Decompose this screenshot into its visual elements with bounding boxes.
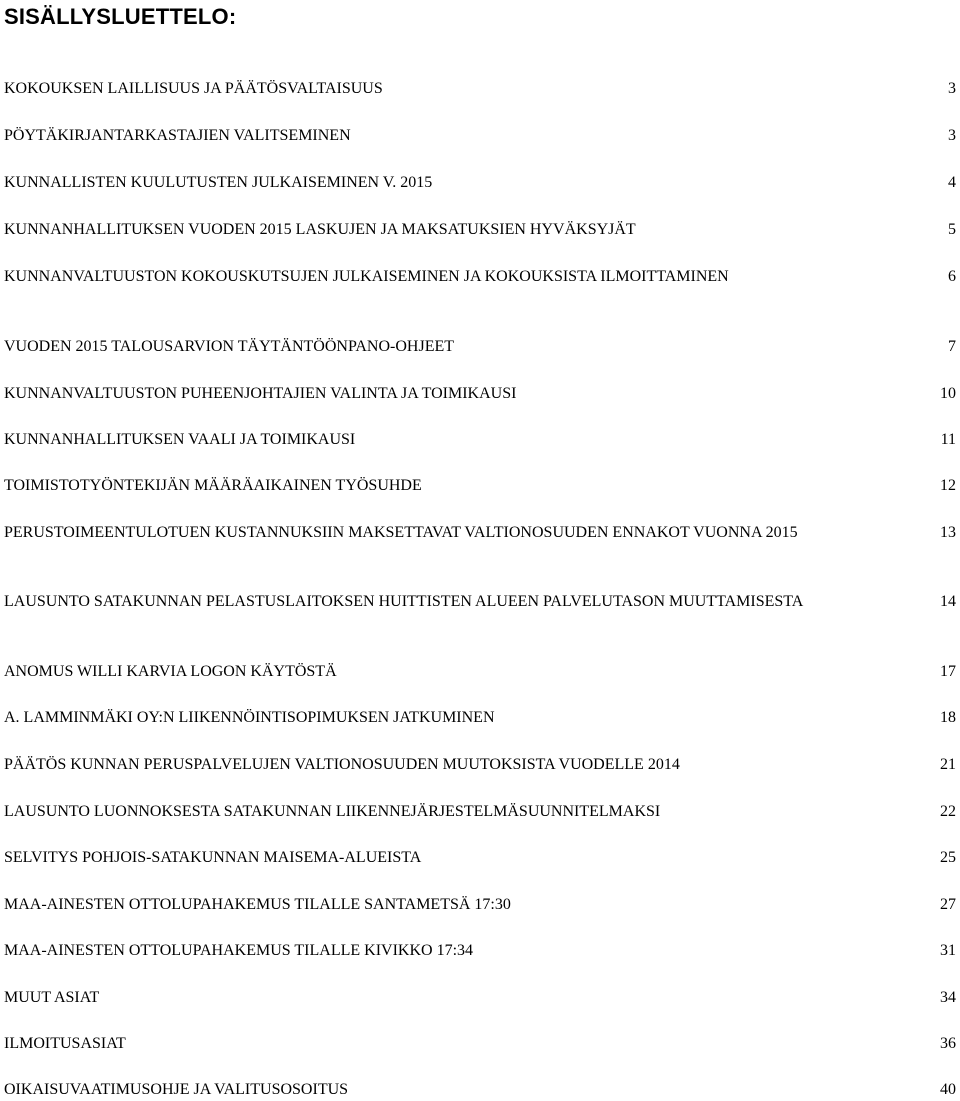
- toc-entry-title: ANOMUS WILLI KARVIA LOGON KÄYTÖSTÄ: [4, 663, 337, 680]
- toc-entry-title: MAA-AINESTEN OTTOLUPAHAKEMUS TILALLE KIVIKKO 17:34: [4, 942, 474, 959]
- toc-entry[interactable]: [4, 475, 956, 497]
- toc-entry-title: KUNNALLISTEN KUULUTUSTEN JULKAISEMINEN V. 2015: [4, 174, 433, 191]
- toc-entry-page: 22: [940, 803, 956, 820]
- toc-entry[interactable]: [4, 172, 956, 194]
- toc-entry[interactable]: [4, 78, 956, 100]
- toc-entry[interactable]: [4, 661, 956, 683]
- toc-entry-title: LAUSUNTO SATAKUNNAN PELASTUSLAITOKSEN HUITTISTEN ALUEEN PALVELUTASON MUUTTAMISESTA: [4, 593, 804, 610]
- toc-entry-title: VUODEN 2015 TALOUSARVION TÄYTÄNTÖÖNPANO-OHJEET: [4, 338, 455, 355]
- toc-entry[interactable]: [4, 1079, 956, 1101]
- toc-entry[interactable]: [4, 847, 956, 869]
- toc-entry-page: 3: [948, 80, 956, 97]
- toc-entry-title: LAUSUNTO LUONNOKSESTA SATAKUNNAN LIIKENNEJÄRJESTELMÄSUUNNITELMAKSI: [4, 803, 661, 820]
- toc-entry-title: KUNNANHALLITUKSEN VUODEN 2015 LASKUJEN JA MAKSATUKSIEN HYVÄKSYJÄT: [4, 221, 636, 238]
- toc-entry-page: 18: [940, 709, 956, 726]
- toc-entry-title: PÖYTÄKIRJANTARKASTAJIEN VALITSEMINEN: [4, 127, 351, 144]
- toc-entry-page: 6: [948, 268, 956, 285]
- toc-entry-page: 11: [940, 431, 956, 448]
- toc-entry-page: 17: [940, 663, 956, 680]
- toc-entry-page: 4: [948, 174, 956, 191]
- toc-entry[interactable]: [4, 591, 956, 613]
- toc-entry[interactable]: [4, 801, 956, 823]
- toc-entry-page: 27: [940, 896, 956, 913]
- toc-entry-page: 3: [948, 127, 956, 144]
- toc-entry-page: 10: [940, 385, 956, 402]
- toc-entry-title: TOIMISTOTYÖNTEKIJÄN MÄÄRÄAIKAINEN TYÖSUHDE: [4, 477, 422, 494]
- toc-entry[interactable]: [4, 754, 956, 776]
- toc-entry[interactable]: [4, 987, 956, 1009]
- toc-entry-page: 14: [940, 593, 956, 610]
- toc-entry-title: KUNNANVALTUUSTON PUHEENJOHTAJIEN VALINTA JA TOIMIKAUSI: [4, 385, 517, 402]
- toc-entry-title: MAA-AINESTEN OTTOLUPAHAKEMUS TILALLE SANTAMETSÄ 17:30: [4, 896, 511, 913]
- toc-entry-title: ILMOITUSASIAT: [4, 1035, 126, 1052]
- toc-entry-page: 21: [940, 756, 956, 773]
- toc-entry-title: KUNNANHALLITUKSEN VAALI JA TOIMIKAUSI: [4, 431, 356, 448]
- toc-entry-page: 36: [940, 1035, 956, 1052]
- toc-entry-page: 25: [940, 849, 956, 866]
- toc-entry[interactable]: [4, 266, 956, 288]
- toc-entry-title: PERUSTOIMEENTULOTUEN KUSTANNUKSIIN MAKSETTAVAT VALTIONOSUUDEN ENNAKOT VUONNA 2015: [4, 524, 798, 541]
- toc-entry[interactable]: [4, 894, 956, 916]
- toc-entry-title: KUNNANVALTUUSTON KOKOUSKUTSUJEN JULKAISEMINEN JA KOKOUKSISTA ILMOITTAMINEN: [4, 268, 729, 285]
- toc-entry-page: 31: [940, 942, 956, 959]
- toc-entry[interactable]: [4, 940, 956, 962]
- toc-entry-title: MUUT ASIAT: [4, 989, 100, 1006]
- toc-entry-page: 40: [940, 1081, 956, 1098]
- toc-entry[interactable]: [4, 707, 956, 729]
- toc-entry-page: 7: [948, 338, 956, 355]
- page-title: SISÄLLYSLUETTELO:: [4, 4, 237, 29]
- toc-entry[interactable]: [4, 383, 956, 405]
- toc-entry[interactable]: [4, 429, 956, 451]
- toc-entry-page: 12: [940, 477, 956, 494]
- toc-entry[interactable]: [4, 219, 956, 241]
- toc-entry[interactable]: [4, 1033, 956, 1055]
- toc-entry-title: PÄÄTÖS KUNNAN PERUSPALVELUJEN VALTIONOSUUDEN MUUTOKSISTA VUODELLE 2014: [4, 756, 680, 773]
- toc-entry-title: SELVITYS POHJOIS-SATAKUNNAN MAISEMA-ALUEISTA: [4, 849, 422, 866]
- toc-entry-page: 13: [940, 524, 956, 541]
- toc-entry[interactable]: [4, 125, 956, 147]
- toc-entry[interactable]: [4, 522, 956, 544]
- toc-entry-title: OIKAISUVAATIMUSOHJE JA VALITUSOSOITUS: [4, 1081, 349, 1098]
- toc-entry-title: A. LAMMINMÄKI OY:N LIIKENNÖINTISOPIMUKSEN JATKUMINEN: [4, 709, 495, 726]
- toc-entry[interactable]: [4, 336, 956, 358]
- toc-entry-page: 34: [940, 989, 956, 1006]
- toc-entry-page: 5: [948, 221, 956, 238]
- toc-entry-title: KOKOUKSEN LAILLISUUS JA PÄÄTÖSVALTAISUUS: [4, 80, 383, 97]
